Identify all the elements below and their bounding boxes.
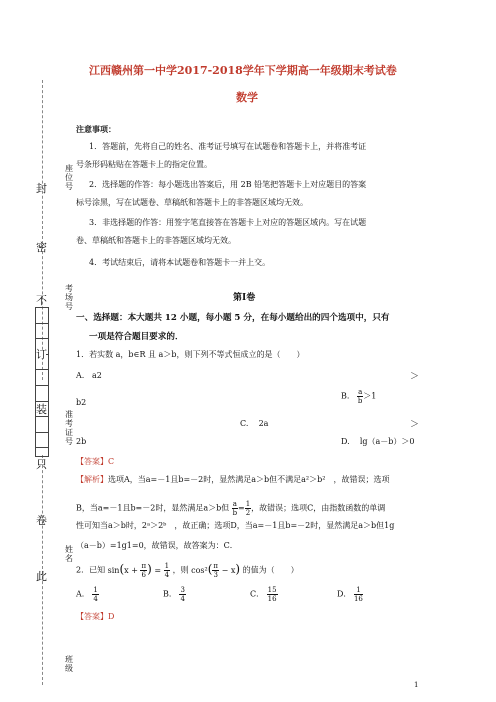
ticket-number-label: 准考证号	[65, 410, 73, 446]
q2-option-b-fraction	[179, 586, 185, 603]
q1-b2: b2	[76, 398, 87, 407]
q2-option-a-label: A．	[76, 589, 90, 599]
q2-option-b-num: 3	[180, 586, 185, 594]
seal-char-bu: 不	[36, 294, 47, 307]
notice-item-1-line2: 号条形码粘贴在答题卡上的指定位置。	[76, 160, 212, 169]
page-number: 1	[414, 681, 419, 689]
q1-analysis-line2	[76, 500, 385, 517]
q2-pi-2: π	[213, 562, 219, 570]
q1-option-b-denominator: b	[357, 397, 363, 405]
q1-option-b	[341, 388, 376, 405]
q2-one-quarter	[164, 562, 170, 579]
seal-char-juan: 卷	[36, 514, 47, 527]
q1-option-b-numerator: a	[358, 388, 363, 396]
q1-analysis-line1	[76, 475, 389, 485]
q1-2b: 2b	[76, 437, 87, 446]
subject-title: 数学	[236, 91, 258, 104]
notice-item-4: 4．考试结束后，请将本试题卷和答题卡一并上交。	[89, 258, 271, 267]
ticket-number-grid[interactable]	[35, 307, 49, 457]
q2-option-b-label: B．	[163, 589, 177, 599]
seal-char-zhi: 只	[36, 458, 47, 471]
q1-stem: 1．若实数 a，b∈R 且 a＞b，则下列不等式恒成立的是（ ）	[76, 350, 305, 359]
q1-option-b-rest: ＞1	[363, 391, 377, 401]
q1-answer: 【答案】C	[76, 457, 115, 466]
q2-cos: cos²	[191, 565, 208, 575]
q2-option-a-den: 4	[93, 595, 98, 603]
q1-option-d-label: D.	[341, 437, 350, 446]
q1-analysis-text1: 选项A，当a=－1且b=－2时，显然满足a＞b但不满足a²＞b² ，故错误；选项	[108, 475, 390, 484]
q2-option-c-fraction	[267, 586, 278, 603]
seal-char-zhuang: 装	[36, 403, 47, 416]
q1-option-a	[76, 371, 102, 381]
q2-three: 3	[213, 571, 218, 579]
q2-pi-1: π	[141, 562, 147, 570]
q2-four: 4	[164, 571, 170, 579]
q1-analysis-frac-num: a	[232, 500, 237, 508]
q2-option-d	[337, 586, 363, 603]
q1-option-a-label: A.	[76, 371, 85, 380]
q2-stem-c: 的值为（ ）	[242, 565, 299, 575]
q1-analysis-text2b: ，故错误；选项C，由指数函数的单调	[251, 503, 386, 513]
q2-six: 6	[141, 571, 146, 579]
q1-analysis-frac2-num: 1	[245, 500, 251, 508]
q2-option-b	[163, 586, 186, 603]
q2-option-b-den: 4	[180, 595, 185, 603]
notice-item-3-line2: 卷、草稿纸和答题卡上的非答题区域均无效。	[76, 236, 236, 245]
q1-analysis-tag: 【解析】	[76, 475, 108, 484]
seal-char-mi: 密	[36, 241, 47, 254]
seal-char-ding: 订	[36, 348, 47, 361]
q1-option-d-value: lg（a－b）＞0	[359, 437, 415, 446]
section-1-line2: 一项是符合题目要求的．	[89, 332, 184, 342]
q1-option-c-value: 2a	[258, 419, 269, 428]
section-1-line1: 一、选择题：本大题共 12 小题，每小题 5 分，在每小题给出的四个选项中，只有	[76, 313, 390, 323]
volume-heading: 第Ⅰ卷	[233, 293, 256, 303]
q1-option-c-label: C.	[240, 419, 249, 428]
notice-heading: 注意事项：	[76, 124, 116, 134]
q2-cos-expression: cos²( $\frac{\pi}{3}$ − x)	[191, 561, 241, 579]
seat-number-label: 座位号	[65, 164, 73, 191]
q1-option-a-value: a2	[91, 371, 102, 380]
exam-room-label: 考场号	[65, 284, 73, 311]
q2-option-d-fraction	[354, 586, 363, 603]
q2-answer: 【答案】D	[76, 612, 115, 621]
notice-item-2-line2: 标号涂黑，写在试题卷、草稿纸和答题卡上的非答题区域均无效。	[76, 198, 308, 207]
q2-sin: sin	[107, 565, 120, 575]
q2-stem-a: 2．已知	[76, 565, 106, 575]
q2-option-a-fraction	[92, 586, 98, 603]
q2-x-plus: x +	[124, 565, 138, 575]
q1-analysis-frac-den: b	[232, 509, 238, 517]
q1-analysis-line3: 性可知当a＞b时，2ᵃ＞2ᵇ ，故正确；选项D，当a=－1且b=－2时，显然满足a＞b但1g	[76, 521, 395, 530]
q2-stem	[76, 562, 299, 579]
class-label: 班级	[65, 655, 73, 673]
seal-char-ci: 此	[36, 570, 47, 583]
q2-one: 1	[164, 562, 170, 570]
q1-analysis-eq: =	[237, 503, 245, 513]
q2-option-a	[76, 586, 99, 603]
q1-option-b-label: B.	[341, 391, 350, 401]
q1-analysis-line4: （a－b）=1g1=0，故错误，故答案为：C．	[76, 541, 238, 550]
q2-sin-expression: sin(x + $\frac{\pi}{6}$ ) = $\frac{1}{4}$	[107, 561, 170, 579]
q2-option-c	[250, 586, 278, 603]
name-label: 姓名	[65, 545, 73, 563]
q2-option-d-label: D．	[337, 589, 352, 599]
q2-eq: =	[154, 565, 162, 575]
notice-item-3-line1: 3．非选择题的作答：用签字笔直接答在答题卡上对应的答题区域内。写在试题	[89, 218, 367, 227]
notice-item-2-line1: 2．选择题的作答：每小题选出答案后，用 2B 铅笔把答题卡上对应题目的答案	[89, 180, 367, 189]
q2-option-a-num: 1	[93, 586, 98, 594]
q1-option-d	[341, 437, 415, 447]
exam-title: 江西赣州第一中学2017-2018学年下学期高一年级期末考试卷	[89, 64, 397, 77]
q2-pi-over-3	[212, 562, 219, 579]
q1-option-c	[240, 419, 268, 429]
q1-analysis-text2a: B，当a=－1且b=－2时，显然满足a＞b但	[76, 503, 230, 513]
q1-analysis-frac2-den: 2	[245, 509, 251, 517]
notice-item-1-line1: 1．答题前，先将自己的姓名、准考证号填写在试题卷和答题卡上，并将准考证	[89, 142, 367, 151]
q2-option-c-label: C．	[250, 589, 265, 599]
q2-minus-x: − x	[221, 565, 236, 575]
q1-gt-sign-2: ＞	[410, 420, 420, 430]
seal-char-feng: 封	[36, 182, 47, 195]
q2-option-d-num: 1	[354, 586, 363, 595]
q2-option-d-den: 16	[353, 595, 363, 603]
q2-stem-b: ，则	[172, 565, 189, 575]
q2-option-c-den: 16	[267, 595, 277, 603]
q2-option-c-num: 15	[267, 586, 277, 594]
q1-gt-sign-1: ＞	[410, 372, 420, 382]
